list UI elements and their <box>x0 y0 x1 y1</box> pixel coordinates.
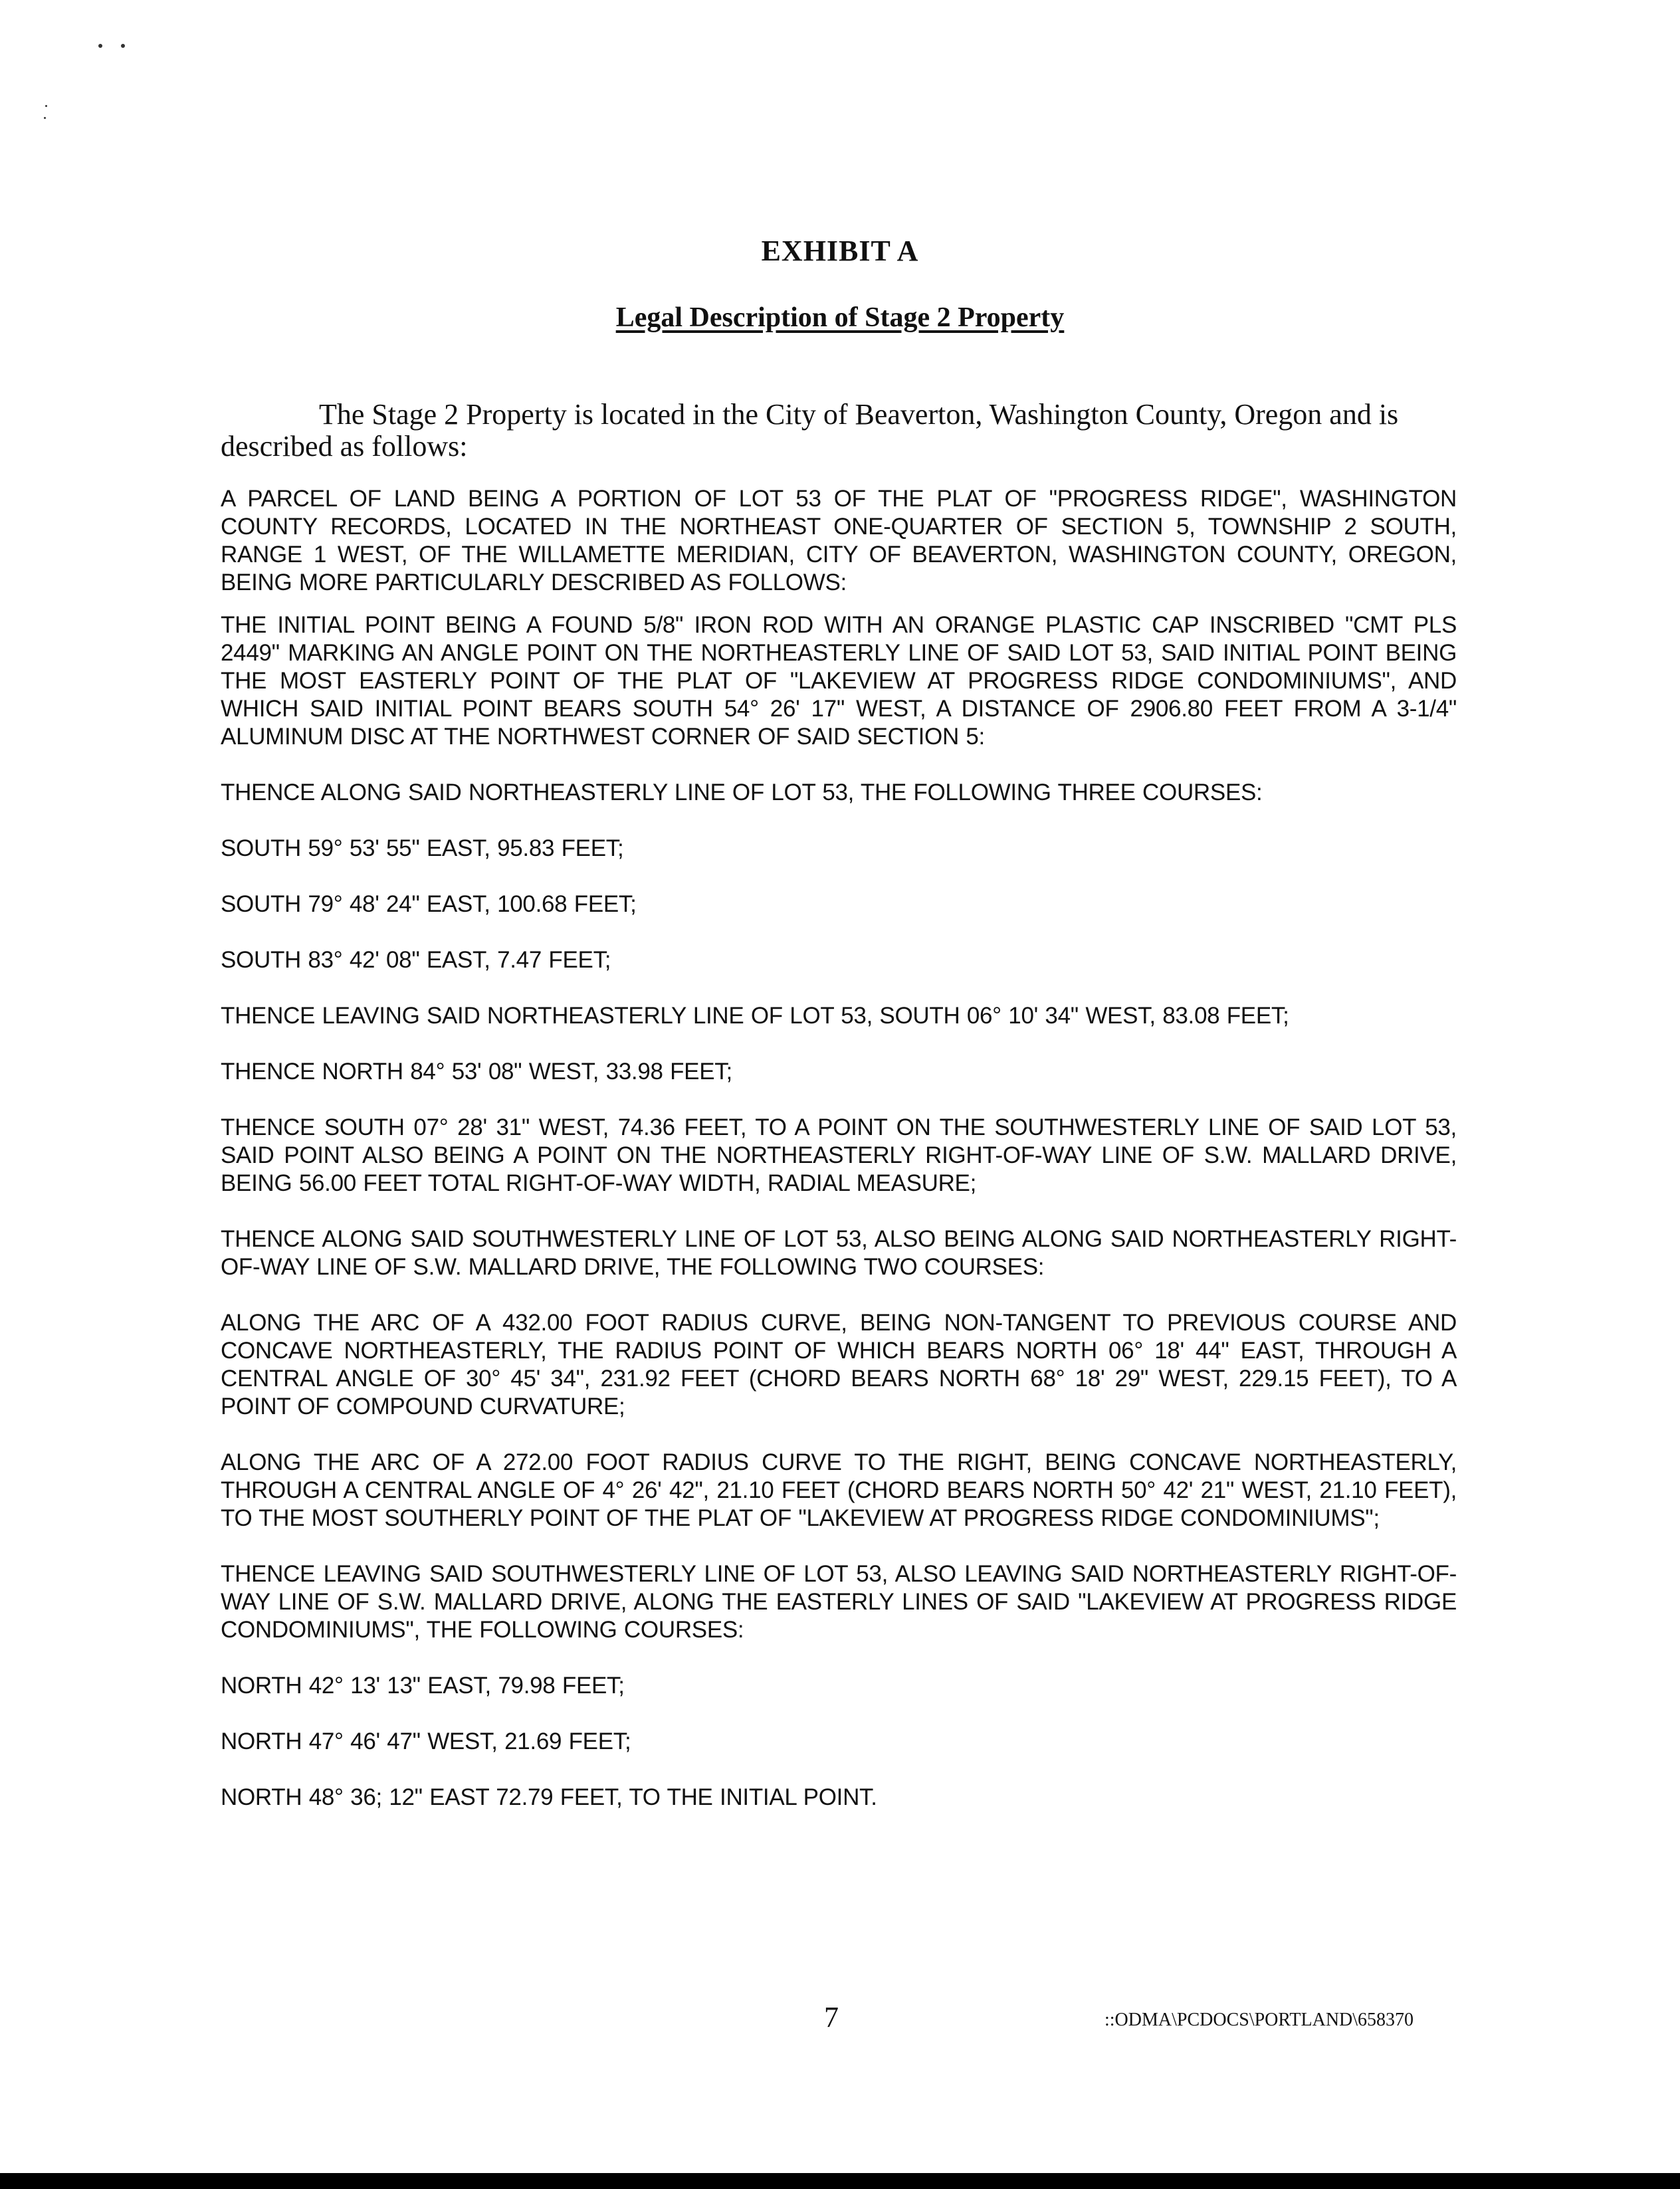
course-line: THENCE LEAVING SAID NORTHEASTERLY LINE OF LOT 53, SOUTH 06° 10' 34" WEST, 83.08 FEET; <box>221 1003 1289 1029</box>
course-line: SOUTH 59° 53' 55" EAST, 95.83 FEET; <box>221 835 624 861</box>
legal-description-body <box>221 485 1457 1839</box>
description-paragraph: A PARCEL OF LAND BEING A PORTION OF LOT 53 OF THE PLAT OF "PROGRESS RIDGE", WASHINGTON COUNTY RECORDS, LOCATED IN THE NORTHEAST ONE-QUARTER OF SECTION 5, TOWNSHIP 2 SOUTH, RANGE 1 WEST, OF THE WILLAMETTE MERIDIAN, CITY OF BEAVERTON, WASHINGTON COUNTY, OREGON, BEING MORE PARTICULARLY DESCRIBED AS FOLLOWS: <box>221 486 1457 595</box>
scan-speck <box>45 105 47 107</box>
description-paragraph: THE INITIAL POINT BEING A FOUND 5/8" IRON ROD WITH AN ORANGE PLASTIC CAP INSCRIBED "CMT PLS 2449" MARKING AN ANGLE POINT ON THE NORTHEASTERLY LINE OF SAID LOT 53, SAID INITIAL POINT BEING THE MOST EASTERLY POINT OF THE PLAT OF "LAKEVIEW AT PROGRESS RIDGE CONDOMINIUMS", AND WHICH SAID INITIAL POINT BEARS SOUTH 54° 26' 17" WEST, A DISTANCE OF 2906.80 FEET FROM A 3-1/4" ALUMINUM DISC AT THE NORTHWEST CORNER OF SAID SECTION 5: <box>221 612 1457 750</box>
exhibit-subtitle: Legal Description of Stage 2 Property <box>615 302 1065 333</box>
document-id: ::ODMA\PCDOCS\PORTLAND\658370 <box>1104 2010 1414 2030</box>
scan-speck <box>44 117 46 119</box>
course-line: NORTH 48° 36; 12" EAST 72.79 FEET, TO THE INITIAL POINT. <box>221 1784 877 1810</box>
intro-paragraph: The Stage 2 Property is located in the City of Beaverton, Washington County, Oregon and is described as follows: <box>221 398 1399 463</box>
description-paragraph: THENCE ALONG SAID NORTHEASTERLY LINE OF LOT 53, THE FOLLOWING THREE COURSES: <box>221 780 1263 805</box>
course-line: SOUTH 79° 48' 24" EAST, 100.68 FEET; <box>221 891 637 917</box>
page-number: 7 <box>824 2001 839 2033</box>
description-paragraph: ALONG THE ARC OF A 272.00 FOOT RADIUS CURVE TO THE RIGHT, BEING CONCAVE NORTHEASTERLY, THROUGH A CENTRAL ANGLE OF 4° 26' 42", 21.10 FEET (CHORD BEARS NORTH 50° 42' 21" WEST, 21.10 FEET), TO THE MOST SOUTHERLY POINT OF THE PLAT OF "LAKEVIEW AT PROGRESS RIDGE CONDOMINIUMS"; <box>221 1449 1457 1531</box>
exhibit-title: EXHIBIT A <box>761 235 919 267</box>
course-line: SOUTH 83° 42' 08" EAST, 7.47 FEET; <box>221 947 611 973</box>
description-paragraph: ALONG THE ARC OF A 432.00 FOOT RADIUS CURVE, BEING NON-TANGENT TO PREVIOUS COURSE AND CONCAVE NORTHEASTERLY, THE RADIUS POINT OF WHICH BEARS NORTH 06° 18' 44" EAST, THROUGH A CENTRAL ANGLE OF 30° 45' 34", 231.92 FEET (CHORD BEARS NORTH 68° 18' 29" WEST, 229.15 FEET), TO A POINT OF COMPOUND CURVATURE; <box>221 1310 1457 1419</box>
description-paragraph: THENCE ALONG SAID SOUTHWESTERLY LINE OF LOT 53, ALSO BEING ALONG SAID NORTHEASTERLY RIGHT-OF-WAY LINE OF S.W. MALLARD DRIVE, THE FOLLOWING TWO COURSES: <box>221 1226 1457 1280</box>
description-paragraph: THENCE LEAVING SAID SOUTHWESTERLY LINE OF LOT 53, ALSO LEAVING SAID NORTHEASTERLY RIGHT-OF-WAY LINE OF S.W. MALLARD DRIVE, ALONG THE EASTERLY LINES OF SAID "LAKEVIEW AT PROGRESS RIDGE CONDOMINIUMS", THE FOLLOWING COURSES: <box>221 1561 1457 1643</box>
course-line: NORTH 42° 13' 13" EAST, 79.98 FEET; <box>221 1673 625 1699</box>
scan-speck <box>121 44 125 48</box>
scan-edge-bar <box>0 2173 1680 2189</box>
course-line: THENCE NORTH 84° 53' 08" WEST, 33.98 FEET; <box>221 1059 732 1085</box>
description-paragraph: THENCE SOUTH 07° 28' 31" WEST, 74.36 FEET, TO A POINT ON THE SOUTHWESTERLY LINE OF SAID LOT 53, SAID POINT ALSO BEING A POINT ON THE NORTHEASTERLY RIGHT-OF-WAY LINE OF S.W. MALLARD DRIVE, BEING 56.00 FEET TOTAL RIGHT-OF-WAY WIDTH, RADIAL MEASURE; <box>221 1114 1457 1196</box>
course-line: NORTH 47° 46' 47" WEST, 21.69 FEET; <box>221 1728 631 1754</box>
scan-speck <box>98 44 102 48</box>
